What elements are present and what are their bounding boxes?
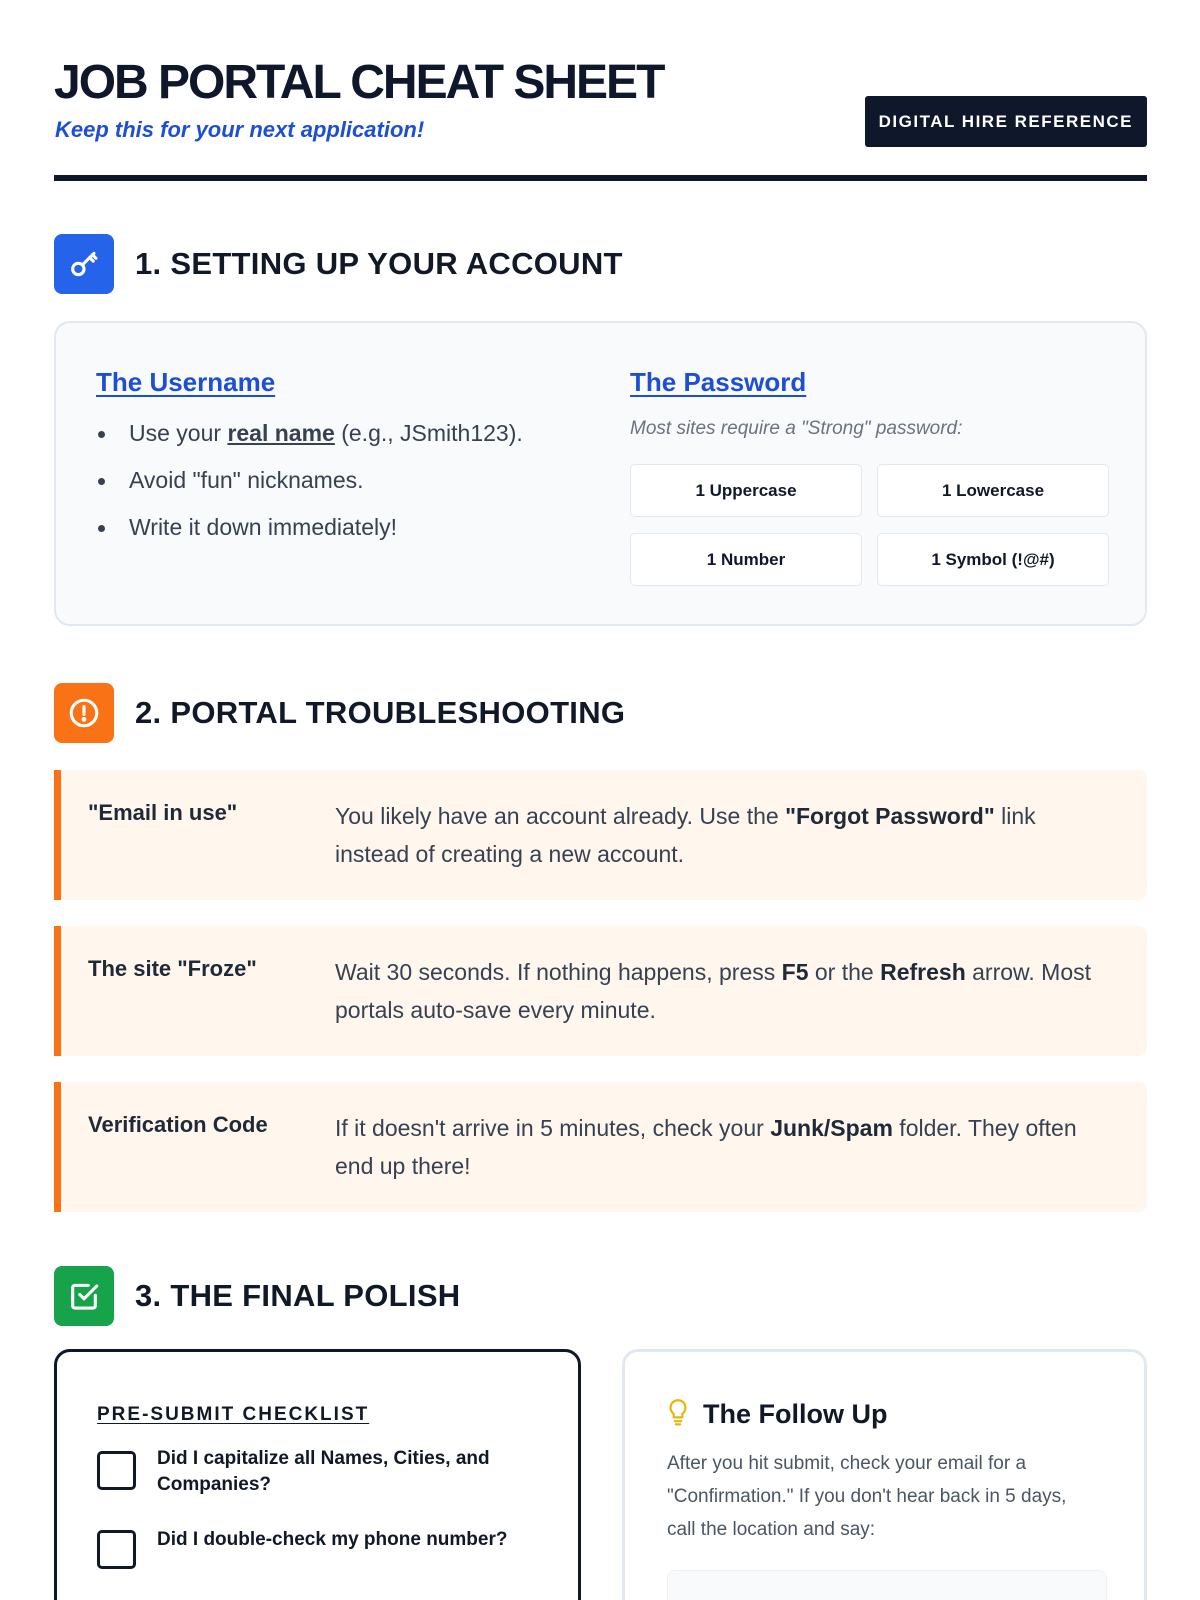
page-title: JOB PORTAL CHEAT SHEET — [54, 56, 664, 109]
issue-label: "Email in use" — [88, 800, 238, 825]
follow-up-title: The Follow Up — [703, 1399, 888, 1429]
checklist-title: PRE-SUBMIT CHECKLIST — [97, 1404, 370, 1425]
checkbox[interactable] — [97, 1530, 136, 1569]
section-troubleshooting-heading — [54, 683, 625, 743]
section-final-polish-heading — [54, 1266, 461, 1326]
issue-description: You likely have an account already. Use the "Forgot Password" link instead of creating a new account. — [335, 803, 1036, 867]
checkbox[interactable] — [97, 1451, 136, 1490]
password-requirement: 1 Lowercase — [877, 464, 1109, 517]
emphasis-text: real name — [227, 420, 335, 446]
section-title: 3. THE FINAL POLISH — [135, 1278, 461, 1313]
section-account-heading — [54, 234, 623, 294]
section-title: 2. PORTAL TROUBLESHOOTING — [135, 695, 626, 730]
issue-label: The site "Froze" — [88, 956, 257, 981]
password-requirement: 1 Uppercase — [630, 464, 862, 517]
password-heading: The Password — [630, 367, 807, 397]
username-tips-list — [96, 418, 523, 559]
account-setup-card — [54, 321, 1147, 626]
issue-label: Verification Code — [88, 1112, 268, 1137]
check-square-icon — [54, 1266, 114, 1326]
username-heading: The Username — [96, 367, 276, 397]
password-note: Most sites require a "Strong" password: — [630, 418, 963, 439]
issue-card — [54, 926, 1147, 1056]
page-header — [54, 0, 1147, 181]
lightbulb-icon — [667, 1398, 689, 1431]
cheat-sheet-page — [54, 0, 1147, 1550]
password-requirement: 1 Number — [630, 533, 862, 586]
list-item: Write it down immediately! — [96, 512, 523, 559]
issue-description: Wait 30 seconds. If nothing happens, press F5 or the Refresh arrow. Most portals auto-save every minute. — [335, 959, 1092, 1023]
checklist-item[interactable] — [97, 1448, 547, 1507]
issue-description: If it doesn't arrive in 5 minutes, check your Junk/Spam folder. They often end up there! — [335, 1115, 1077, 1179]
reference-badge: DIGITAL HIRE REFERENCE — [865, 96, 1147, 147]
key-icon — [54, 234, 114, 294]
follow-up-text: After you hit submit, check your email for a "Confirmation." If you don't hear back in 5 days, call the location and say: — [667, 1453, 1067, 1540]
checklist-item[interactable] — [97, 1530, 547, 1570]
follow-up-card — [622, 1349, 1147, 1600]
alert-circle-icon — [54, 683, 114, 743]
checklist-item-label: Did I double-check my phone number? — [157, 1529, 508, 1550]
page-subtitle: Keep this for your next application! — [55, 117, 425, 142]
follow-up-heading — [667, 1398, 887, 1431]
checklist-item-label: Did I capitalize all Names, Cities, and Companies? — [157, 1448, 490, 1495]
pre-submit-checklist-card — [54, 1349, 581, 1600]
issue-card — [54, 1082, 1147, 1212]
issue-card — [54, 770, 1147, 900]
list-item: Use your real name (e.g., JSmith123). — [96, 418, 523, 465]
password-requirement: 1 Symbol (!@#) — [877, 533, 1109, 586]
section-title: 1. SETTING UP YOUR ACCOUNT — [135, 246, 623, 281]
list-item: Avoid "fun" nicknames. — [96, 465, 523, 512]
phone-script-box — [667, 1570, 1107, 1600]
